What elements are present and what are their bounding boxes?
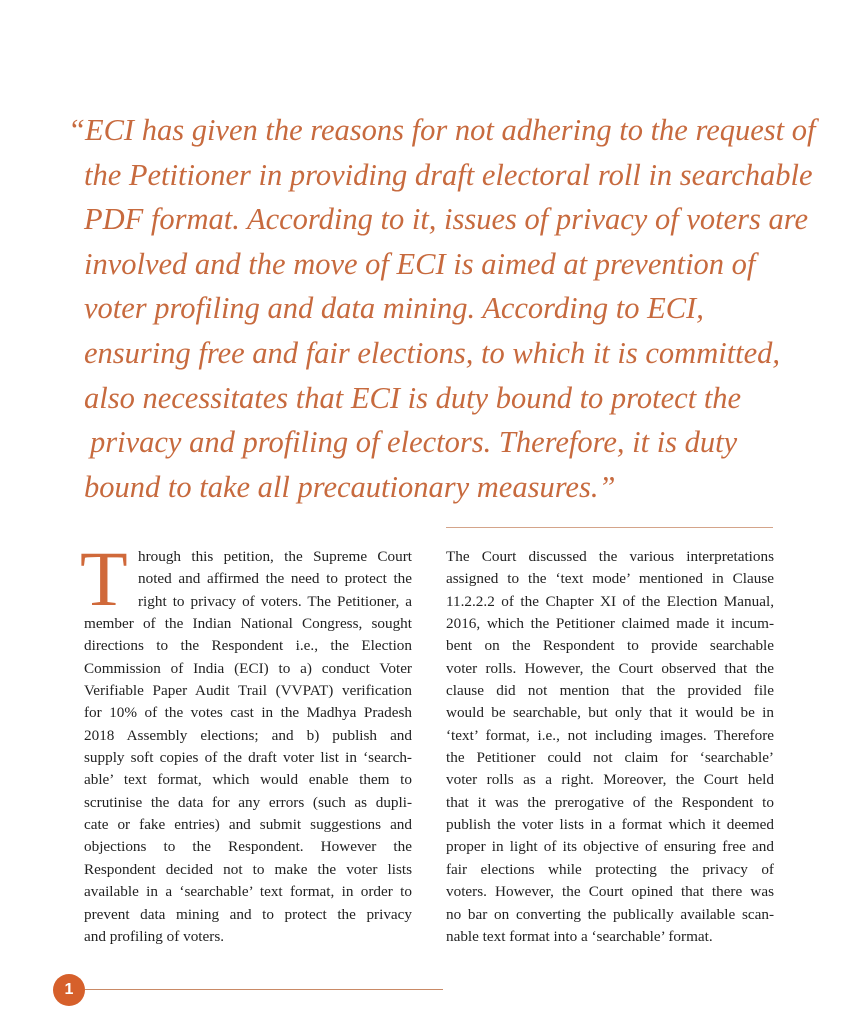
body-line: 2018 Assembly elections; and b) publish and xyxy=(84,726,412,744)
body-column-left xyxy=(84,546,412,948)
body-line: noted and affirmed the need to protect the xyxy=(138,570,412,588)
body-line: able’ text format, which would enable them to xyxy=(84,771,412,789)
body-line: clause did not mention that the provided file xyxy=(446,682,774,700)
body-line: assigned to the ‘text mode’ mentioned in Clause xyxy=(446,570,774,588)
body-line: objections to the Respondent. However the xyxy=(84,838,412,856)
body-line: scrutinise the data for any errors (such as dupli- xyxy=(84,793,412,811)
pull-quote xyxy=(68,108,816,509)
pull-quote-line: also necessitates that ECI is duty bound to protect the xyxy=(84,380,742,415)
body-line: supply soft copies of the draft voter list in ‘search- xyxy=(84,749,412,767)
body-line: The Court discussed the various interpretations xyxy=(446,548,774,565)
body-line: for 10% of the votes cast in the Madhya Pradesh xyxy=(84,704,412,722)
body-line: Respondent decided not to make the voter lists xyxy=(84,860,412,878)
body-line: publish the voter lists in a format which it deemed xyxy=(446,816,774,834)
body-line: that it was the prerogative of the Respondent to xyxy=(446,793,774,811)
pull-quote-line: privacy and profiling of electors. Therefore, it is duty xyxy=(90,425,738,460)
body-line: cate or fake entries) and submit suggestions and xyxy=(84,816,412,834)
body-column-right xyxy=(446,546,774,948)
pull-quote-line: PDF format. According to it, issues of privacy of voters are xyxy=(84,202,809,237)
body-line: proper in light of its objective of ensuring free and xyxy=(446,838,774,856)
body-line: prevent data mining and to protect the privacy xyxy=(84,905,412,923)
body-line: Commission of India (ECI) to a) conduct Voter xyxy=(84,659,412,677)
body-line: and profiling of voters. xyxy=(84,927,225,945)
body-line: 11.2.2.2 of the Chapter XI of the Election Manual, xyxy=(446,592,774,610)
pull-quote-line: the Petitioner in providing draft electoral roll in searchable xyxy=(84,157,813,192)
body-line: no bar on converting the publically available scan- xyxy=(446,905,774,923)
body-line: hrough this petition, the Supreme Court xyxy=(138,548,412,565)
body-line: right to privacy of voters. The Petitioner, a xyxy=(138,592,412,610)
body-line: bent on the Respondent to provide searchable xyxy=(446,637,774,655)
body-line: the Petitioner could not claim for ‘searchable’ xyxy=(446,749,774,767)
body-line: ‘text’ format, i.e., not including images. Therefore xyxy=(446,726,774,744)
pull-quote-line: voter profiling and data mining. According to ECI, xyxy=(84,291,704,326)
footer-rule xyxy=(85,989,443,990)
body-line: 2016, which the Petitioner claimed made it incum- xyxy=(446,615,774,633)
column-divider-rule xyxy=(446,527,773,528)
pull-quote-line: involved and the move of ECI is aimed at prevention of xyxy=(84,246,756,281)
body-line: directions to the Respondent i.e., the Election xyxy=(84,637,412,655)
pull-quote-line: “ECI has given the reasons for not adhering to the request of xyxy=(68,113,816,147)
page-number-badge: 1 xyxy=(53,974,85,1006)
body-line: Verifiable Paper Audit Trail (VVPAT) verification xyxy=(84,682,412,700)
body-line: voters. However, the Court opined that there was xyxy=(446,883,774,901)
body-line: voter rolls. However, the Court observed that the xyxy=(446,659,774,677)
pull-quote-line: bound to take all precautionary measures.” xyxy=(84,469,616,504)
body-line: fair elections while protecting the privacy of xyxy=(446,860,774,878)
pull-quote-line: ensuring free and fair elections, to which it is committed, xyxy=(84,335,781,370)
body-line: member of the Indian National Congress, sought xyxy=(84,615,412,633)
drop-cap: T xyxy=(80,535,128,622)
body-line: nable text format into a ‘searchable’ format. xyxy=(446,927,713,945)
body-line: would be searchable, but only that it would be in xyxy=(446,704,774,722)
body-line: available in a ‘searchable’ text format, in order to xyxy=(84,883,412,901)
body-line: voter rolls as a right. Moreover, the Court held xyxy=(446,771,774,789)
